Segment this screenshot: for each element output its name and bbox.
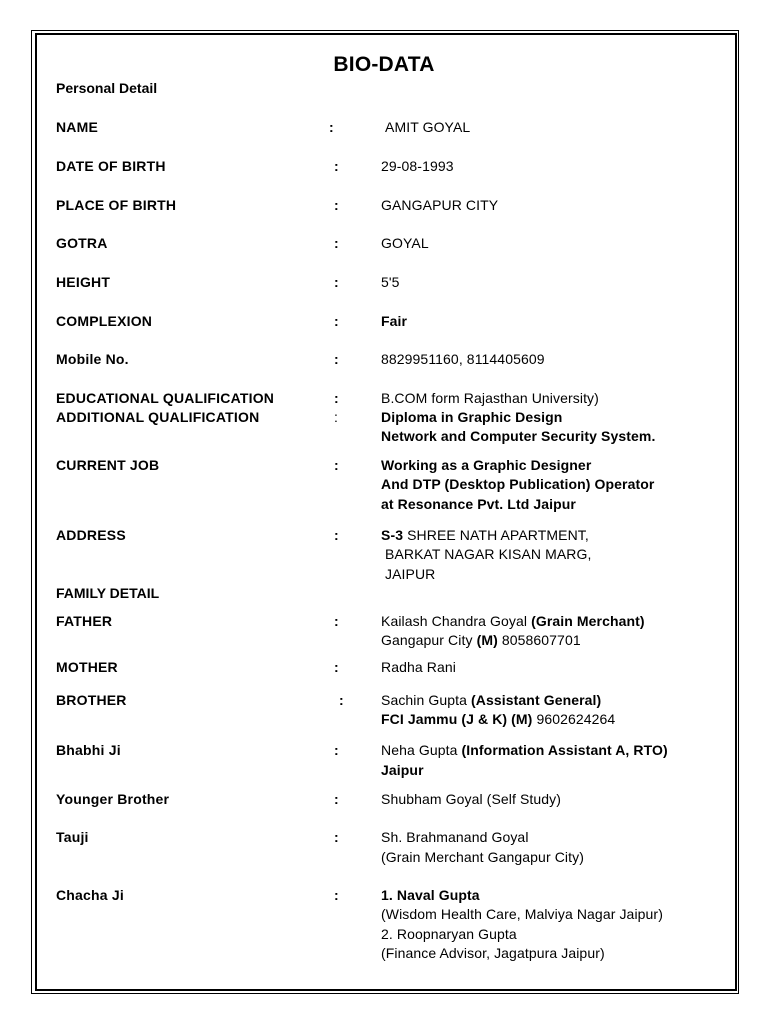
address-prefix: S-3 xyxy=(381,527,404,543)
label-chacha: Chacha Ji xyxy=(56,887,124,903)
colon: : xyxy=(334,274,339,290)
colon: : xyxy=(334,887,339,903)
value-job-line1: Working as a Graphic Designer xyxy=(381,457,592,473)
colon: : xyxy=(334,409,338,425)
label-mobile: Mobile No. xyxy=(56,351,129,367)
value-mobile: 8829951160, 8114405609 xyxy=(381,351,545,367)
colon: : xyxy=(339,692,344,708)
value-father-line1 xyxy=(381,613,645,629)
value-additional-line1: Diploma in Graphic Design xyxy=(381,409,563,425)
page-border-inner xyxy=(35,33,737,991)
colon: : xyxy=(334,235,339,251)
colon: : xyxy=(334,457,339,473)
value-mother: Radha Rani xyxy=(381,659,456,675)
father-mobile-tag: (M) xyxy=(476,632,498,648)
value-job-line2: And DTP (Desktop Publication) Operator xyxy=(381,476,655,492)
value-complexion: Fair xyxy=(381,313,408,329)
value-address-line1 xyxy=(381,527,589,543)
label-additional: ADDITIONAL QUALIFICATION xyxy=(56,409,260,425)
value-gotra: GOYAL xyxy=(381,235,429,251)
father-phone: 8058607701 xyxy=(497,632,581,648)
colon: : xyxy=(334,158,339,174)
bhabhi-occupation: (Information Assistant A, RTO) xyxy=(461,742,668,758)
brother-name: Sachin Gupta xyxy=(381,692,472,708)
label-gotra: GOTRA xyxy=(56,235,108,251)
value-job-line3: at Resonance Pvt. Ltd Jaipur xyxy=(381,496,576,512)
label-father: FATHER xyxy=(56,613,113,629)
value-chacha-line3: 2. Roopnaryan Gupta xyxy=(381,926,517,942)
label-dob: DATE OF BIRTH xyxy=(56,158,166,174)
label-name: NAME xyxy=(56,119,99,135)
value-brother-line2 xyxy=(381,711,615,727)
document-title: BIO-DATA xyxy=(333,53,435,76)
colon: : xyxy=(334,742,339,758)
label-complexion: COMPLEXION xyxy=(56,313,153,329)
value-bhabhi-line2: Jaipur xyxy=(381,762,424,778)
label-height: HEIGHT xyxy=(56,274,111,290)
value-pob: GANGAPUR CITY xyxy=(381,197,499,213)
colon: : xyxy=(329,119,334,135)
colon: : xyxy=(334,197,339,213)
colon: : xyxy=(334,791,339,807)
value-bhabhi-line1 xyxy=(381,742,668,758)
label-education: EDUCATIONAL QUALIFICATION xyxy=(56,390,275,406)
colon: : xyxy=(334,390,339,406)
address-street: SHREE NATH APARTMENT, xyxy=(403,527,589,543)
value-brother-line1 xyxy=(381,692,601,708)
value-chacha-line1: 1. Naval Gupta xyxy=(381,887,480,903)
colon: : xyxy=(334,351,339,367)
value-tauji-line2: (Grain Merchant Gangapur City) xyxy=(381,849,584,865)
brother-posting: FCI Jammu (J & K) (M) xyxy=(381,711,533,727)
label-tauji: Tauji xyxy=(56,829,89,845)
value-address-line2: BARKAT NAGAR KISAN MARG, xyxy=(385,546,592,562)
section-personal-detail: Personal Detail xyxy=(56,80,158,96)
brother-occupation: (Assistant General) xyxy=(471,692,602,708)
colon: : xyxy=(334,829,339,845)
label-younger-brother: Younger Brother xyxy=(56,791,170,807)
label-mother: MOTHER xyxy=(56,659,118,675)
colon: : xyxy=(334,527,339,543)
value-additional-line2: Network and Computer Security System. xyxy=(381,428,656,444)
value-height: 5'5 xyxy=(381,274,400,290)
colon: : xyxy=(334,313,339,329)
value-name: AMIT GOYAL xyxy=(385,119,471,135)
section-family-detail: FAMILY DETAIL xyxy=(56,585,160,601)
value-address-line3: JAIPUR xyxy=(385,566,436,582)
label-pob: PLACE OF BIRTH xyxy=(56,197,177,213)
label-address: ADDRESS xyxy=(56,527,126,543)
value-dob: 29-08-1993 xyxy=(381,158,454,174)
father-name: Kailash Chandra Goyal xyxy=(381,613,532,629)
brother-phone: 9602624264 xyxy=(532,711,616,727)
bhabhi-name: Neha Gupta xyxy=(381,742,462,758)
father-city: Gangapur City xyxy=(381,632,477,648)
value-chacha-line4: (Finance Advisor, Jagatpura Jaipur) xyxy=(381,945,605,961)
value-chacha-line2: (Wisdom Health Care, Malviya Nagar Jaipur) xyxy=(381,906,663,922)
colon: : xyxy=(334,613,339,629)
value-education: B.COM form Rajasthan University) xyxy=(381,390,599,406)
label-bhabhi: Bhabhi Ji xyxy=(56,742,121,758)
value-tauji-line1: Sh. Brahmanand Goyal xyxy=(381,829,529,845)
colon: : xyxy=(334,659,339,675)
value-younger-brother: Shubham Goyal (Self Study) xyxy=(381,791,562,807)
value-father-line2 xyxy=(381,632,581,648)
label-job: CURRENT JOB xyxy=(56,457,160,473)
label-brother: BROTHER xyxy=(56,692,127,708)
father-occupation: (Grain Merchant) xyxy=(531,613,645,629)
